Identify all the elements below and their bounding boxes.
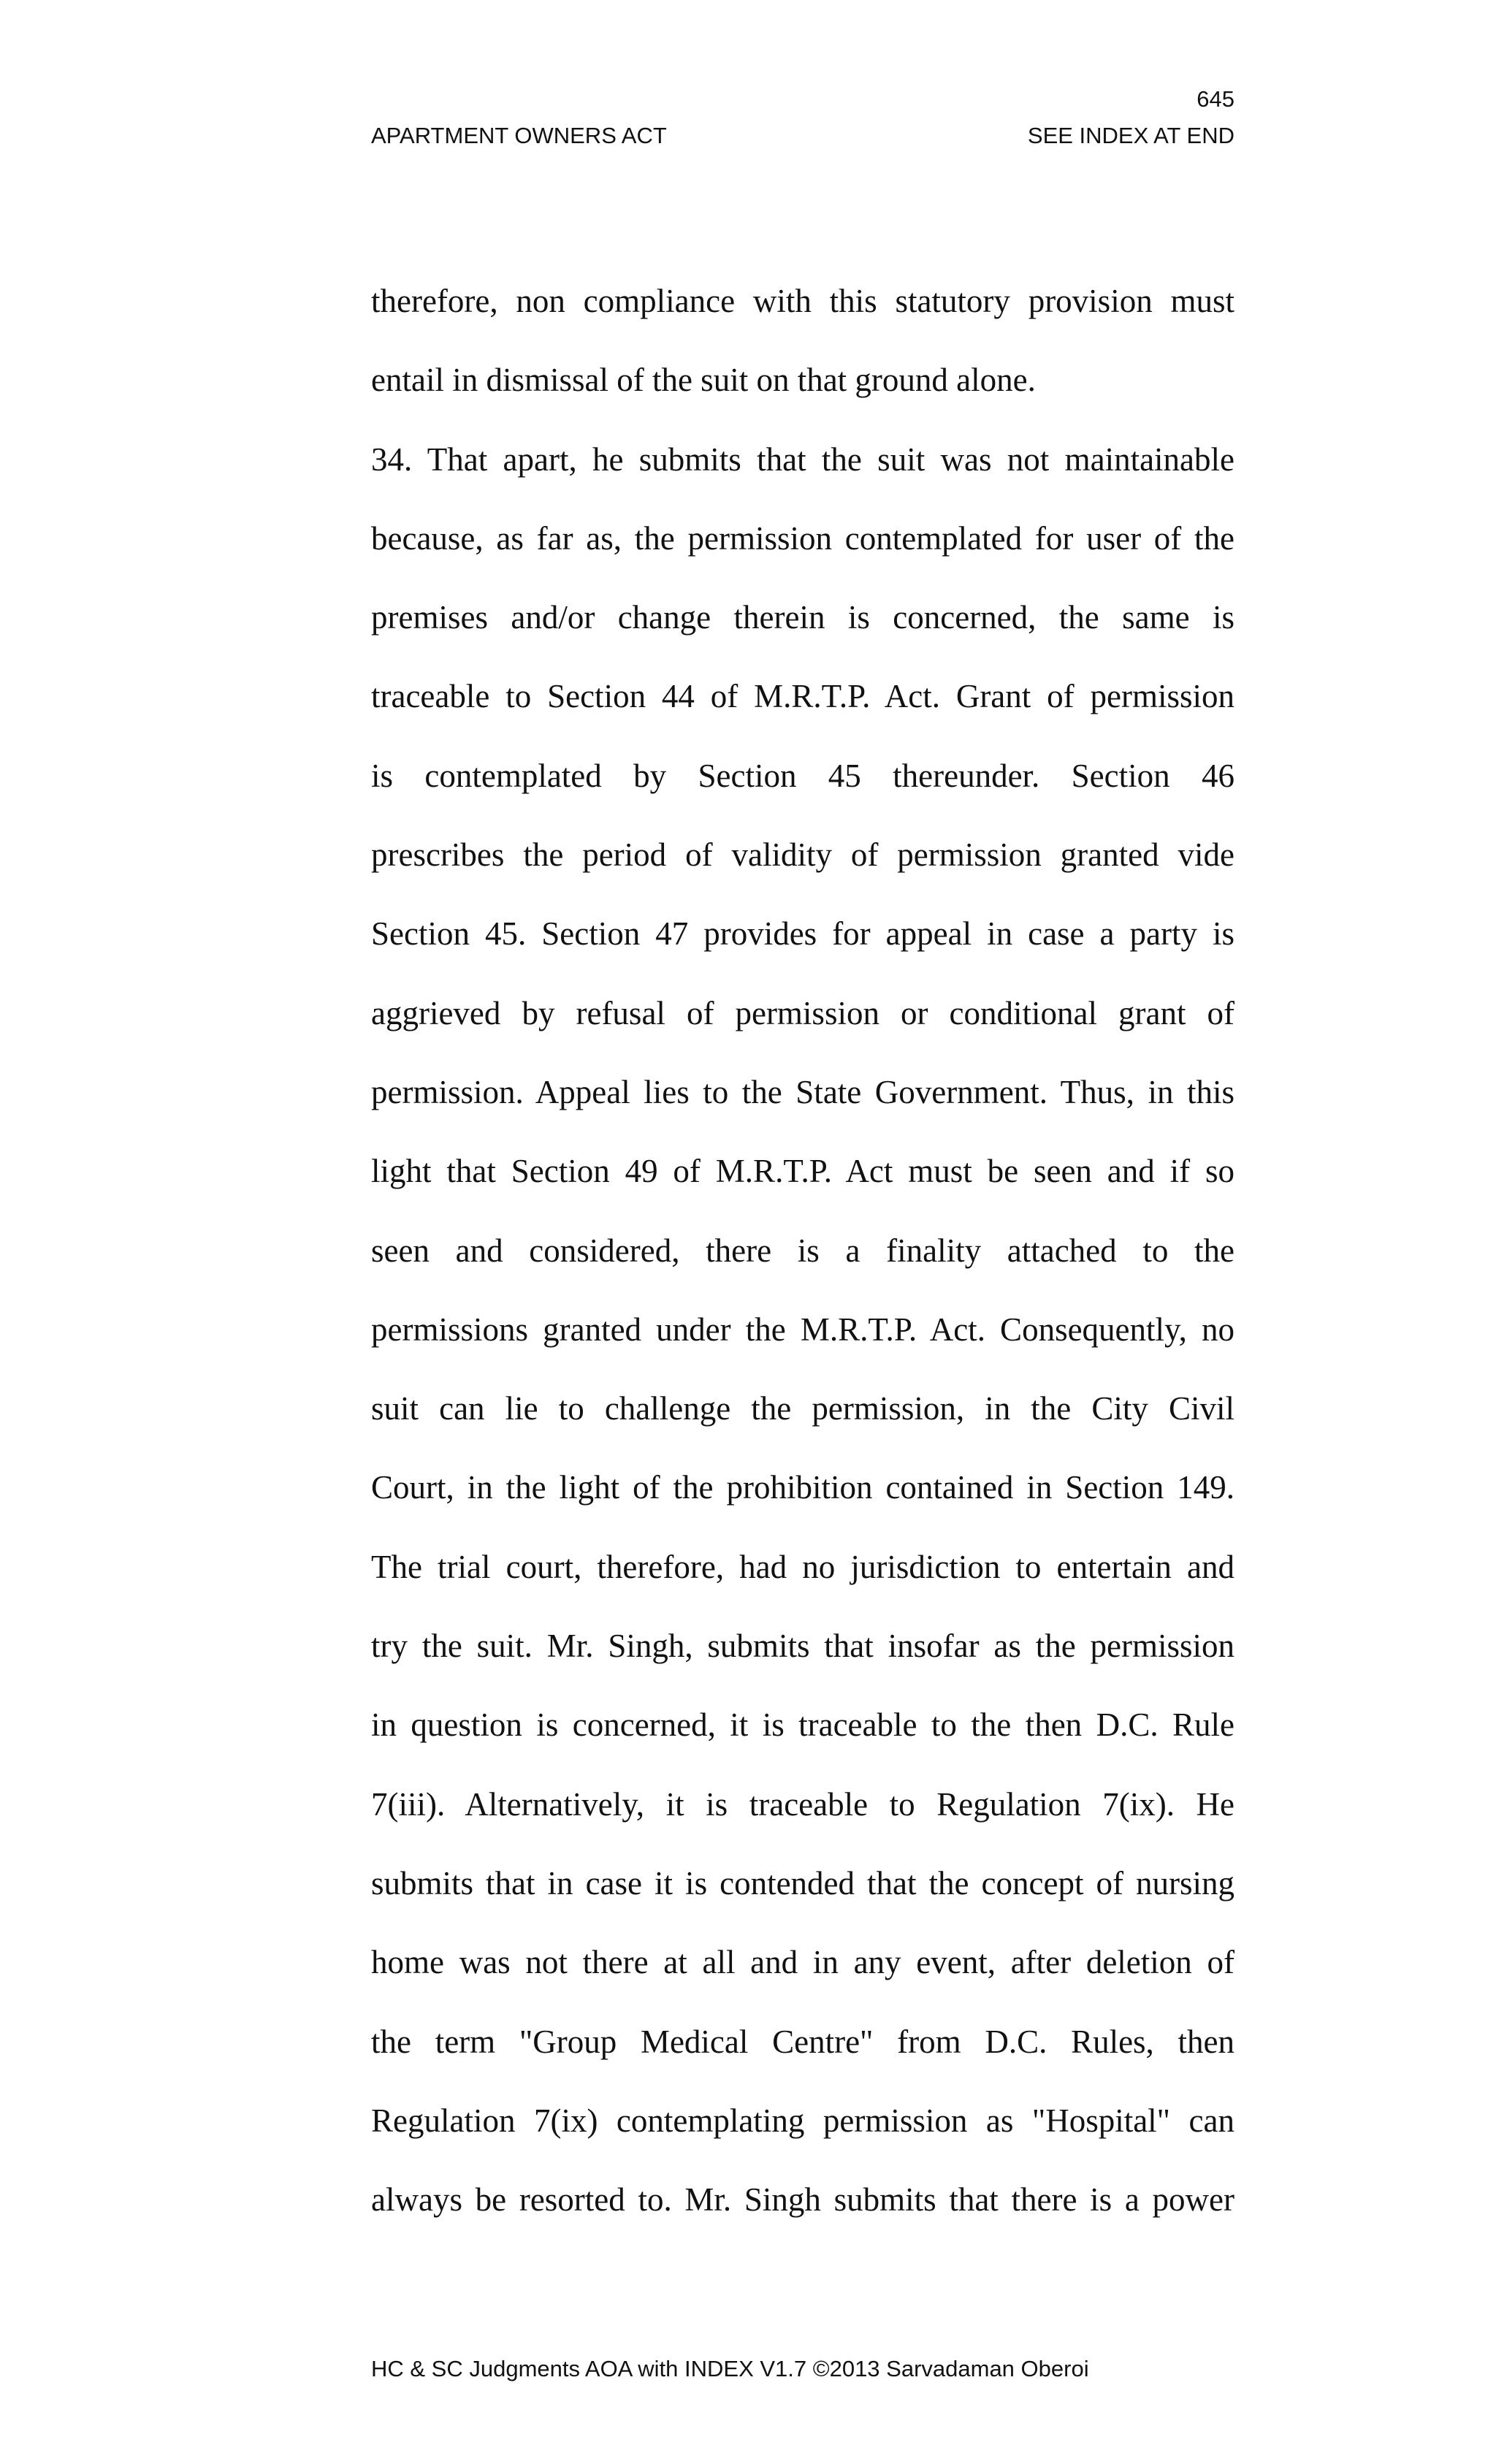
- text-line: suit can lie to challenge the permission, in the City Civil: [371, 1390, 1234, 1427]
- text-line: submits that in case it is contended that the concept of nursing: [371, 1864, 1234, 1902]
- text-line: 34. That apart, he submits that the suit was not maintainable: [371, 440, 1234, 478]
- text-line: permission. Appeal lies to the State Government. Thus, in this: [371, 1073, 1234, 1110]
- text-line: prescribes the period of validity of permission granted vide: [371, 836, 1234, 874]
- text-line: The trial court, therefore, had no jurisdiction to entertain and: [371, 1548, 1234, 1585]
- text-line: home was not there at all and in any event, after deletion of: [371, 1944, 1234, 1981]
- text-line: entail in dismissal of the suit on that ground alone.: [371, 362, 1036, 399]
- text-line: Regulation 7(ix) contemplating permission as "Hospital" can: [371, 2102, 1234, 2139]
- page-footer: HC & SC Judgments AOA with INDEX V1.7 ©2013 Sarvadaman Oberoi: [371, 2356, 1089, 2381]
- text-line: Court, in the light of the prohibition contained in Section 149.: [371, 1469, 1234, 1506]
- judgment-body-text: [371, 262, 1234, 2239]
- text-line: in question is concerned, it is traceable to the then D.C. Rule: [371, 1706, 1234, 1744]
- header-left-title: APARTMENT OWNERS ACT: [371, 123, 667, 148]
- text-line: is contemplated by Section 45 thereunder. Section 46: [371, 757, 1234, 794]
- running-header: [371, 123, 1234, 149]
- text-line: light that Section 49 of M.R.T.P. Act must be seen and if so: [371, 1153, 1234, 1190]
- page-number: 645: [1197, 86, 1234, 112]
- header-right-note: SEE INDEX AT END: [1027, 123, 1234, 148]
- text-line: always be resorted to. Mr. Singh submits that there is a power: [371, 2181, 1234, 2219]
- text-line: try the suit. Mr. Singh, submits that insofar as the permission: [371, 1628, 1234, 1665]
- text-line: the term "Group Medical Centre" from D.C. Rules, then: [371, 2023, 1234, 2060]
- text-line: therefore, non compliance with this statutory provision must: [371, 283, 1234, 319]
- text-line: Section 45. Section 47 provides for appeal in case a party is: [371, 915, 1234, 953]
- text-line: 7(iii). Alternatively, it is traceable to Regulation 7(ix). He: [371, 1785, 1234, 1823]
- text-line: permissions granted under the M.R.T.P. Act. Consequently, no: [371, 1311, 1234, 1348]
- text-line: aggrieved by refusal of permission or conditional grant of: [371, 994, 1234, 1031]
- text-line: seen and considered, there is a finality attached to the: [371, 1232, 1234, 1269]
- text-line: because, as far as, the permission contemplated for user of the: [371, 519, 1234, 557]
- text-line: premises and/or change therein is concerned, the same is: [371, 599, 1234, 636]
- text-line: traceable to Section 44 of M.R.T.P. Act. Grant of permission: [371, 678, 1234, 715]
